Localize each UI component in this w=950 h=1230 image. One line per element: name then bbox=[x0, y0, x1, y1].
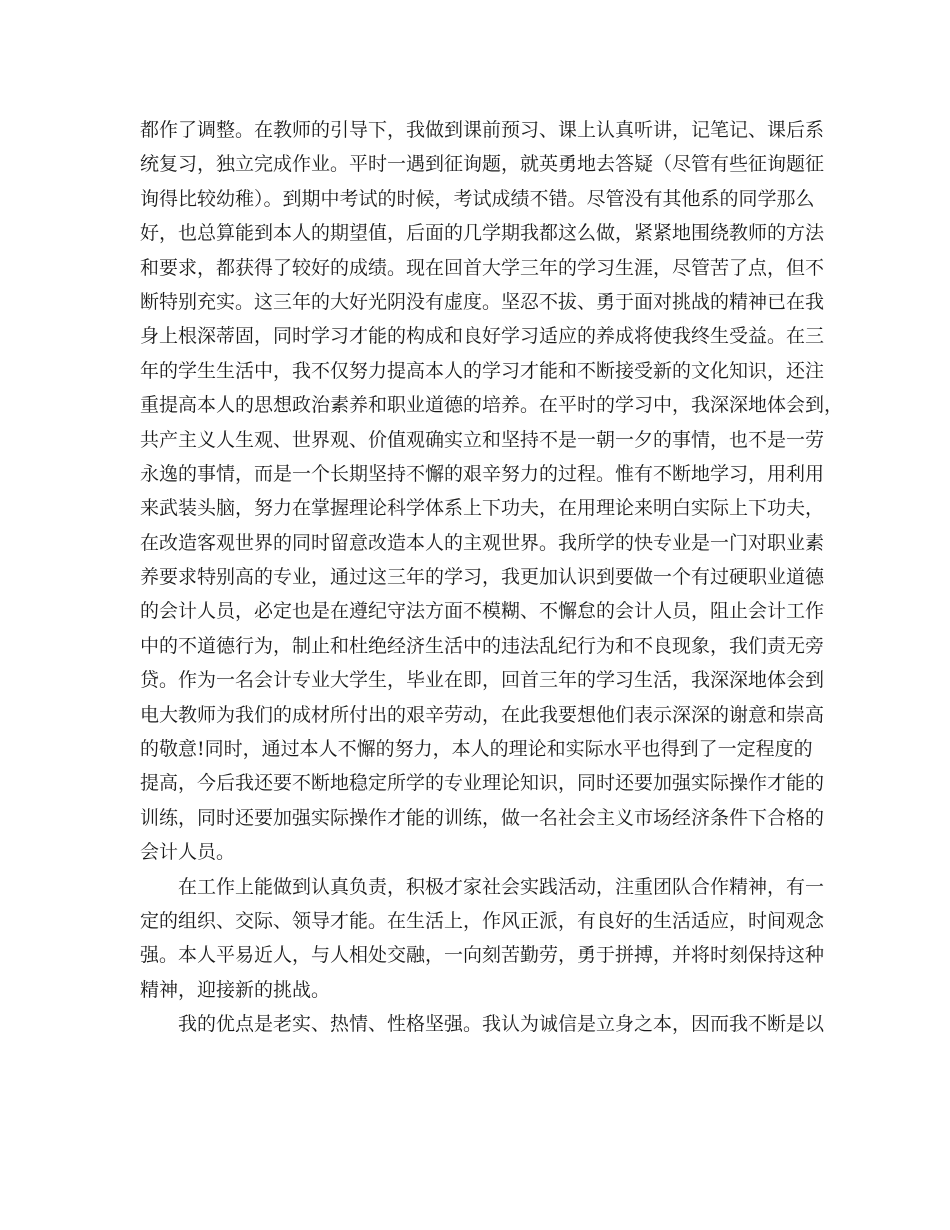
text-line: 共产主义人生观、世界观、价值观确实立和坚持不是一朝一夕的事情，也不是一劳 bbox=[140, 428, 825, 451]
document-body bbox=[140, 113, 844, 1042]
paragraph-start-line: 在工作上能做到认真负责，积极才家社会实践活动，注重团队合作精神，有一 bbox=[140, 875, 825, 898]
text-line: 精神，迎接新的挑战。 bbox=[140, 978, 331, 1001]
text-line: 养要求特别高的专业，通过这三年的学习，我更加认识到要做一个有过硬职业道德 bbox=[140, 566, 825, 589]
text-line: 重提高本人的思想政治素养和职业道德的培养。在平时的学习中，我深深地体会到， bbox=[140, 394, 844, 417]
paragraph-start-line: 我的优点是老实、热情、性格坚强。我认为诚信是立身之本，因而我不断是以 bbox=[140, 1013, 825, 1036]
text-line: 询得比较幼稚）。到期中考试的时候，考试成绩不错。尽管没有其他系的同学那么 bbox=[140, 187, 815, 210]
text-line: 身上根深蒂固，同时学习才能的构成和良好学习适应的养成将使我终生受益。在三 bbox=[140, 325, 825, 348]
text-line: 统复习，独立完成作业。平时一遇到征询题，就英勇地去答疑（尽管有些征询题征 bbox=[140, 153, 825, 176]
text-line: 中的不道德行为，制止和杜绝经济生活中的违法乱纪行为和不良现象，我们责无旁 bbox=[140, 634, 825, 657]
text-line: 好，也总算能到本人的期望值，后面的几学期我都这么做，紧紧地围绕教师的方法 bbox=[140, 222, 825, 245]
text-line: 贷。作为一名会计专业大学生，毕业在即，回首三年的学习生活，我深深地体会到 bbox=[140, 669, 825, 692]
text-line: 会计人员。 bbox=[140, 841, 236, 864]
text-line: 都作了调整。在教师的引导下，我做到课前预习、课上认真听讲，记笔记、课后系 bbox=[140, 119, 825, 141]
text-line: 和要求，都获得了较好的成绩。现在回首大学三年的学习生涯，尽管苦了点，但不 bbox=[140, 256, 825, 279]
text-line: 训练，同时还要加强实际操作才能的训练，做一名社会主义市场经济条件下合格的 bbox=[140, 806, 825, 829]
text-line: 强。本人平易近人，与人相处交融，一向刻苦勤劳，勇于拼搏，并将时刻保持这种 bbox=[140, 944, 825, 967]
text-line: 电大教师为我们的成材所付出的艰辛劳动，在此我要想他们表示深深的谢意和崇高 bbox=[140, 703, 825, 726]
text-line: 定的组织、交际、领导才能。在生活上，作风正派，有良好的生活适应，时间观念 bbox=[140, 909, 825, 932]
text-line: 在改造客观世界的同时留意改造本人的主观世界。我所学的快专业是一门对职业素 bbox=[140, 531, 825, 554]
text-line: 年的学生生活中，我不仅努力提高本人的学习才能和不断接受新的文化知识，还注 bbox=[140, 359, 825, 382]
text-line: 的会计人员，必定也是在遵纪守法方面不模糊、不懈怠的会计人员，阻止会计工作 bbox=[140, 600, 825, 623]
text-line: 永逸的事情，而是一个长期坚持不懈的艰辛努力的过程。惟有不断地学习，用利用 bbox=[140, 462, 825, 485]
text-line: 的敬意!同时，通过本人不懈的努力，本人的理论和实际水平也得到了一定程度的 bbox=[140, 738, 813, 761]
text-line: 断特别充实。这三年的大好光阴没有虚度。坚忍不拔、勇于面对挑战的精神已在我 bbox=[140, 290, 825, 313]
text-line: 提高，今后我还要不断地稳定所学的专业理论知识，同时还要加强实际操作才能的 bbox=[140, 772, 825, 795]
text-line: 来武装头脑，努力在掌握理论科学体系上下功夫，在用理论来明白实际上下功夫， bbox=[140, 497, 825, 520]
